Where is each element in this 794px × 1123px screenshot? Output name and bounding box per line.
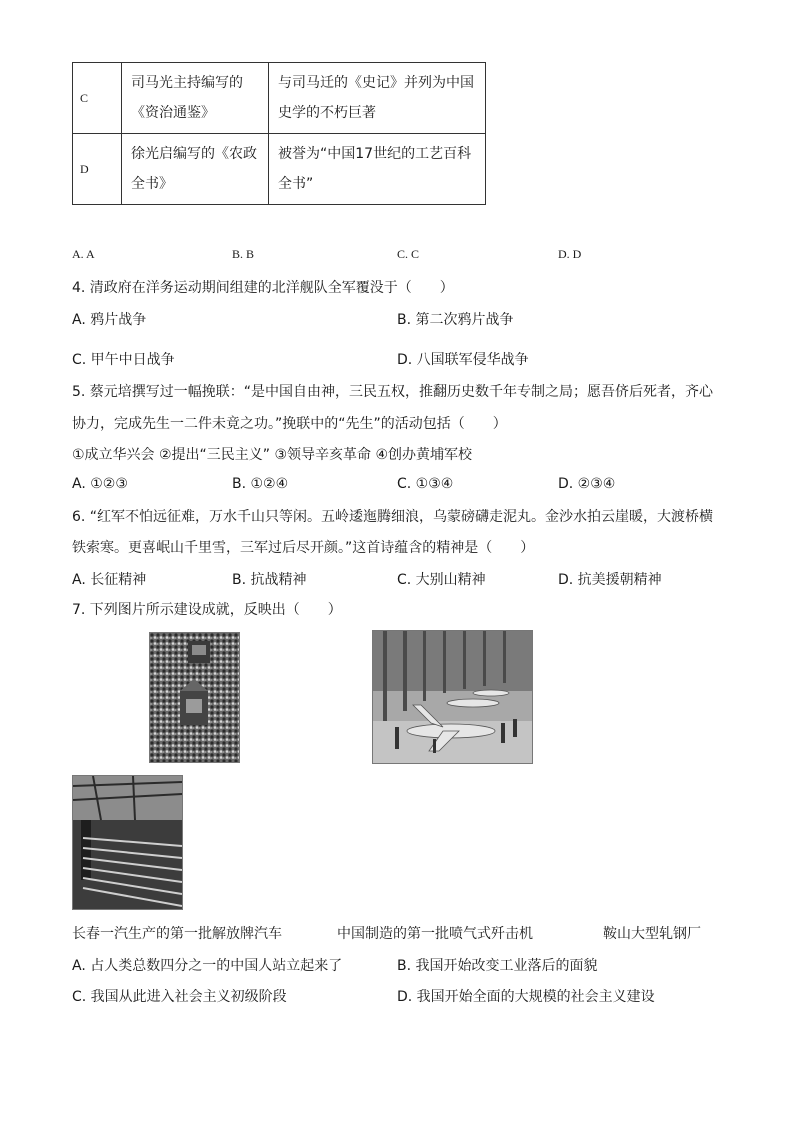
caption-steel-mill: 鞍山大型轧钢厂 (603, 926, 701, 942)
q6-option-b[interactable]: B. 抗战精神 (232, 572, 307, 588)
photo-jet-fighters (372, 630, 533, 764)
q7-option-c[interactable]: C. 我国从此进入社会主义初级阶段 (72, 989, 287, 1005)
table-row (73, 134, 486, 205)
q4-option-c[interactable]: C. 甲午中日战争 (72, 352, 175, 368)
q6-option-a[interactable]: A. 长征精神 (72, 572, 147, 588)
q7-option-d[interactable]: D. 我国开始全面的大规模的社会主义建设 (397, 989, 655, 1005)
crowd-image (150, 633, 239, 762)
q7-stem: 7. 下列图片所示建设成就，反映出（ ） (72, 602, 342, 618)
photo-jiefang-trucks (149, 632, 240, 763)
q5-option-b[interactable]: B. ①②④ (232, 476, 289, 492)
q7-option-a[interactable]: A. 占人类总数四分之一的中国人站立起来了 (72, 958, 343, 974)
q4-stem: 4. 清政府在洋务运动期间组建的北洋舰队全军覆没于（ ） (72, 280, 454, 296)
jet-factory-image (373, 631, 532, 763)
q5-option-a[interactable]: A. ①②③ (72, 476, 128, 492)
steel-mill-image (73, 776, 182, 909)
photo-rolling-mill (72, 775, 183, 910)
q5-stem-line1: 5. 蔡元培撰写过一幅挽联：“是中国自由神，三民五权，推翻历史数千年专制之局；愿吾侪后死者，齐心 (72, 384, 714, 400)
row-work: 徐光启编写的《农政全书》 (122, 134, 269, 205)
q4-option-a[interactable]: A. 鸦片战争 (72, 312, 147, 328)
q6-stem-line2: 铁索寒。更喜岷山千里雪，三军过后尽开颜。”这首诗蕴含的精神是（ ） (72, 540, 535, 556)
q5-items: ①成立华兴会 ②提出“三民主义” ③领导辛亥革命 ④创办黄埔军校 (72, 447, 473, 463)
q3-option-a[interactable]: A. A (72, 247, 95, 261)
caption-jets: 中国制造的第一批喷气式歼击机 (337, 926, 533, 942)
table-row (73, 63, 486, 134)
q4-option-d[interactable]: D. 八国联军侵华战争 (397, 352, 529, 368)
caption-trucks: 长春一汽生产的第一批解放牌汽车 (72, 926, 282, 942)
q5-option-d[interactable]: D. ②③④ (558, 476, 616, 492)
row-desc: 与司马迁的《史记》并列为中国史学的不朽巨著 (269, 63, 486, 134)
q6-option-c[interactable]: C. 大别山精神 (397, 572, 486, 588)
q5-stem-line2: 协力，完成先生一二件未竟之功。”挽联中的“先生”的活动包括（ ） (72, 416, 507, 432)
q3-table (72, 62, 486, 205)
q6-option-d[interactable]: D. 抗美援朝精神 (558, 572, 662, 588)
row-desc: 被誉为“中国17世纪的工艺百科全书” (269, 134, 486, 205)
q6-stem-line1: 6. “红军不怕远征难，万水千山只等闲。五岭逶迤腾细浪，乌蒙磅礴走泥丸。金沙水拍云崖暖，大渡桥横 (72, 509, 714, 525)
q4-option-b[interactable]: B. 第二次鸦片战争 (397, 312, 514, 328)
q5-option-c[interactable]: C. ①③④ (397, 476, 454, 492)
row-letter: D (73, 134, 122, 205)
q3-option-c[interactable]: C. C (397, 247, 420, 261)
row-work: 司马光主持编写的《资治通鉴》 (122, 63, 269, 134)
q7-option-b[interactable]: B. 我国开始改变工业落后的面貌 (397, 958, 598, 974)
q3-option-d[interactable]: D. D (558, 247, 582, 261)
q3-option-b[interactable]: B. B (232, 247, 255, 261)
row-letter: C (73, 63, 122, 134)
